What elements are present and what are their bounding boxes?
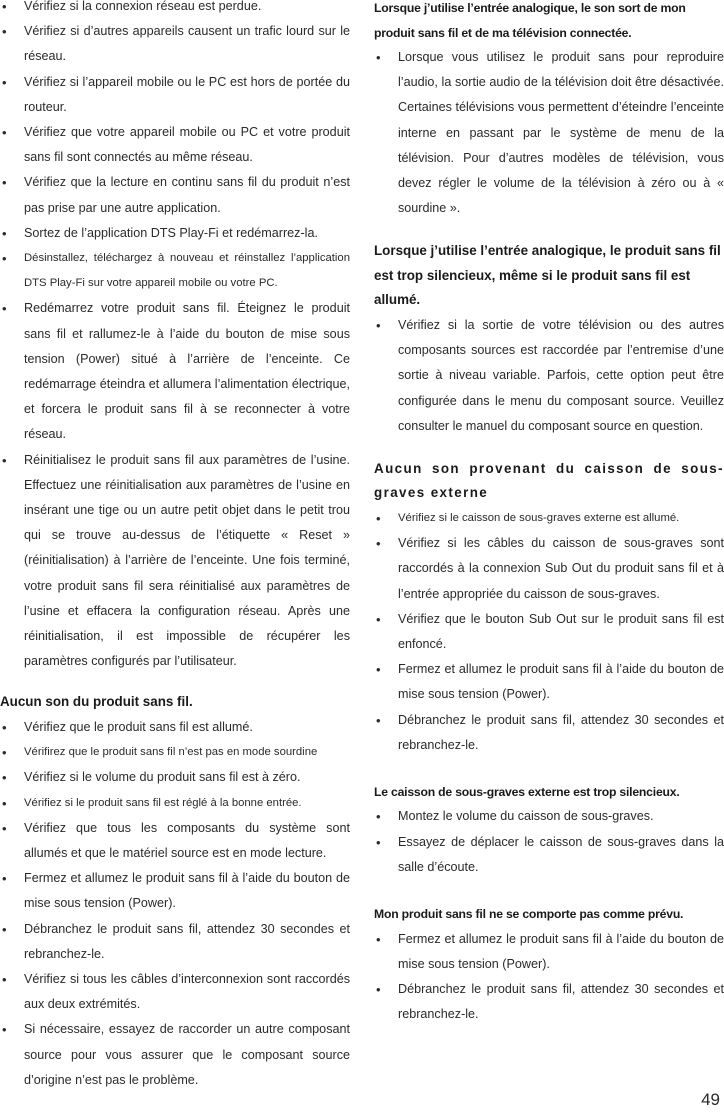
- bullet-icon: •: [376, 981, 381, 997]
- section-heading: Lorsque j’utilise l’entrée analogique, le produit sans fil est trop silencieux, même si le produit sans fil est allumé.: [374, 243, 721, 308]
- section-heading: Le caisson de sous-graves externe est trop silencieux.: [374, 784, 680, 799]
- bullet-icon: •: [376, 50, 381, 65]
- bullet-icon: •: [2, 719, 7, 735]
- bullet-icon: •: [2, 921, 7, 937]
- list-item: • Vérifiez si la sortie de votre télévision ou des autres composants sources est raccordée par l’entremise d’une sortie à niveau variable. Parfois, cette option peut être configurée dans le menu du composant source. Veuillez consulter le manuel du composant source en question.: [374, 313, 724, 439]
- sub-quiet-checklist: [374, 804, 724, 880]
- list-item: • Débranchez le produit sans fil, attendez 30 secondes et rebranchez-le.: [0, 917, 350, 967]
- bullet-icon: •: [2, 452, 7, 468]
- bullet-icon: •: [2, 175, 7, 191]
- bullet-icon: •: [376, 317, 381, 333]
- bullet-icon: •: [2, 871, 7, 887]
- list-item: • Réinitialisez le produit sans fil aux paramètres de l’usine. Effectuez une réinitialisation aux paramètres de l’usine en insérant une tige ou un autre petit objet dans le petit trou qui se trouve au-dessus de l’étiquette « Reset » (réinitialisation) à l’arrière de l’enceinte. Une fois terminé, votre produit sans fil sera réinitialisé aux paramètres de l’usine et effacera la configuration réseau. Après une réinitialisation, il est impossible de récupérer les paramètres configurés par l’utilisateur.: [0, 448, 350, 675]
- list-item: • Vérifiez que le bouton Sub Out sur le produit sans fil est enfoncé.: [374, 607, 724, 657]
- bullet-icon: •: [376, 536, 381, 552]
- analog-sound-section: [374, 0, 724, 221]
- bullet-icon: •: [376, 712, 381, 728]
- misbehave-checklist: [374, 927, 724, 1028]
- bullet-icon: •: [376, 931, 381, 947]
- bullet-icon: •: [2, 795, 7, 811]
- list-item: • Vérifiez si le volume du produit sans fil est à zéro.: [0, 765, 350, 790]
- bullet-icon: •: [2, 745, 7, 761]
- bullet-icon: •: [2, 74, 7, 90]
- no-sub-sound-checklist: [374, 506, 724, 758]
- list-item: • Vérifiez que tous les composants du système sont allumés et que le matériel source est en mode lecture.: [0, 816, 350, 866]
- section-heading: Lorsque j’utilise l’entrée analogique, le son sort de mon produit sans fil et de ma télévision connectée.: [374, 1, 686, 40]
- misbehave-section: [374, 902, 724, 1027]
- list-item: • Vérifiez que la lecture en continu sans fil du produit n’est pas prise par une autre application.: [0, 170, 350, 220]
- list-item: • Montez le volume du caisson de sous-graves.: [374, 804, 724, 829]
- list-item: • Vérifiez si la connexion réseau est perdue.: [0, 0, 350, 19]
- bullet-icon: •: [2, 125, 7, 141]
- list-item: • Essayez de déplacer le caisson de sous-graves dans la salle d’écoute.: [374, 830, 724, 880]
- list-item: • Désinstallez, téléchargez à nouveau et réinstallez l’application DTS Play-Fi sur votre appareil mobile ou votre PC.: [0, 246, 350, 296]
- section-heading: Aucun son provenant du caisson de sous-graves externe: [374, 460, 724, 501]
- right-column: [374, 0, 724, 1027]
- bullet-icon: •: [376, 809, 381, 825]
- bullet-icon: •: [376, 662, 381, 678]
- bullet-icon: •: [2, 770, 7, 786]
- bullet-icon: •: [2, 301, 7, 317]
- no-sub-sound-section: [374, 457, 724, 758]
- list-item: • Vérifiez que votre appareil mobile ou PC et votre produit sans fil sont connectés au même réseau.: [0, 120, 350, 170]
- network-checklist: [0, 0, 350, 674]
- left-column: [0, 0, 350, 1093]
- bullet-icon: •: [2, 1022, 7, 1038]
- analog-sound-checklist: [374, 45, 724, 221]
- bullet-icon: •: [2, 820, 7, 836]
- list-item: • Fermez et allumez le produit sans fil à l’aide du bouton de mise sous tension (Power).: [0, 866, 350, 916]
- list-item: • Sortez de l’application DTS Play-Fi et redémarrez-la.: [0, 221, 350, 246]
- list-item: • Vérifiez si l’appareil mobile ou le PC est hors de portée du routeur.: [0, 70, 350, 120]
- section-heading: Mon produit sans fil ne se comporte pas comme prévu.: [374, 907, 684, 922]
- bullet-icon: •: [2, 24, 7, 40]
- list-item: • Fermez et allumez le produit sans fil à l’aide du bouton de mise sous tension (Power).: [374, 657, 724, 707]
- analog-quiet-section: [374, 239, 724, 439]
- bullet-icon: •: [376, 510, 381, 526]
- list-item: • Vérifiez si les câbles du caisson de sous-graves sont raccordés à la connexion Sub Out du produit sans fil et à l’entrée appropriée du caisson de sous-graves.: [374, 531, 724, 607]
- bullet-icon: •: [2, 251, 7, 267]
- list-item: • Fermez et allumez le produit sans fil à l’aide du bouton de mise sous tension (Power).: [374, 927, 724, 977]
- bullet-icon: •: [376, 611, 381, 627]
- no-sound-checklist: [0, 715, 350, 1093]
- bullet-icon: •: [2, 225, 7, 241]
- section-heading: Aucun son du produit sans fil.: [0, 694, 193, 710]
- bullet-icon: •: [376, 834, 381, 850]
- sub-quiet-section: [374, 780, 724, 880]
- list-item: • Débranchez le produit sans fil, attendez 30 secondes et rebranchez-le.: [374, 708, 724, 758]
- list-item: • Redémarrez votre produit sans fil. Éteignez le produit sans fil et rallumez-le à l’aide du bouton de mise sous tension (Power) situé à l’arrière de l’enceinte. Ce redémarrage éteindra et allumera l’alimentation électrique, et forcera le produit sans fil à se reconnecter à votre réseau.: [0, 296, 350, 447]
- bullet-icon: •: [2, 972, 7, 988]
- list-item: • Vérifiez si tous les câbles d’interconnexion sont raccordés aux deux extrémités.: [0, 967, 350, 1017]
- list-item: • Si nécessaire, essayez de raccorder un autre composant source pour vous assurer que le composant source d’origine n’est pas le problème.: [0, 1017, 350, 1093]
- bullet-icon: •: [2, 0, 7, 14]
- list-item: • Vérifiez si le produit sans fil est réglé à la bonne entrée.: [0, 791, 350, 816]
- no-sound-section: [0, 690, 350, 1093]
- list-item: • Vérifiez si le caisson de sous-graves externe est allumé.: [374, 506, 724, 531]
- analog-quiet-checklist: [374, 313, 724, 439]
- list-item: • Vérifiez si d’autres appareils causent un trafic lourd sur le réseau.: [0, 19, 350, 69]
- list-item: • Vérifirez que le produit sans fil n’est pas en mode sourdine: [0, 740, 350, 765]
- list-item: • Vérifiez que le produit sans fil est allumé.: [0, 715, 350, 740]
- page-number: 49: [701, 1090, 720, 1109]
- list-item: • Lorsque vous utilisez le produit sans pour reproduire l’audio, la sortie audio de la télévision doit être désactivée. Certaines télévisions vous permettent d’éteindre l’enceinte interne en passant par le système de menu de la télévision. Pour d’autres modèles de télévision, vous devez régler le volume de la télévision à zéro ou à « sourdine ».: [374, 45, 724, 221]
- list-item: • Débranchez le produit sans fil, attendez 30 secondes et rebranchez-le.: [374, 977, 724, 1027]
